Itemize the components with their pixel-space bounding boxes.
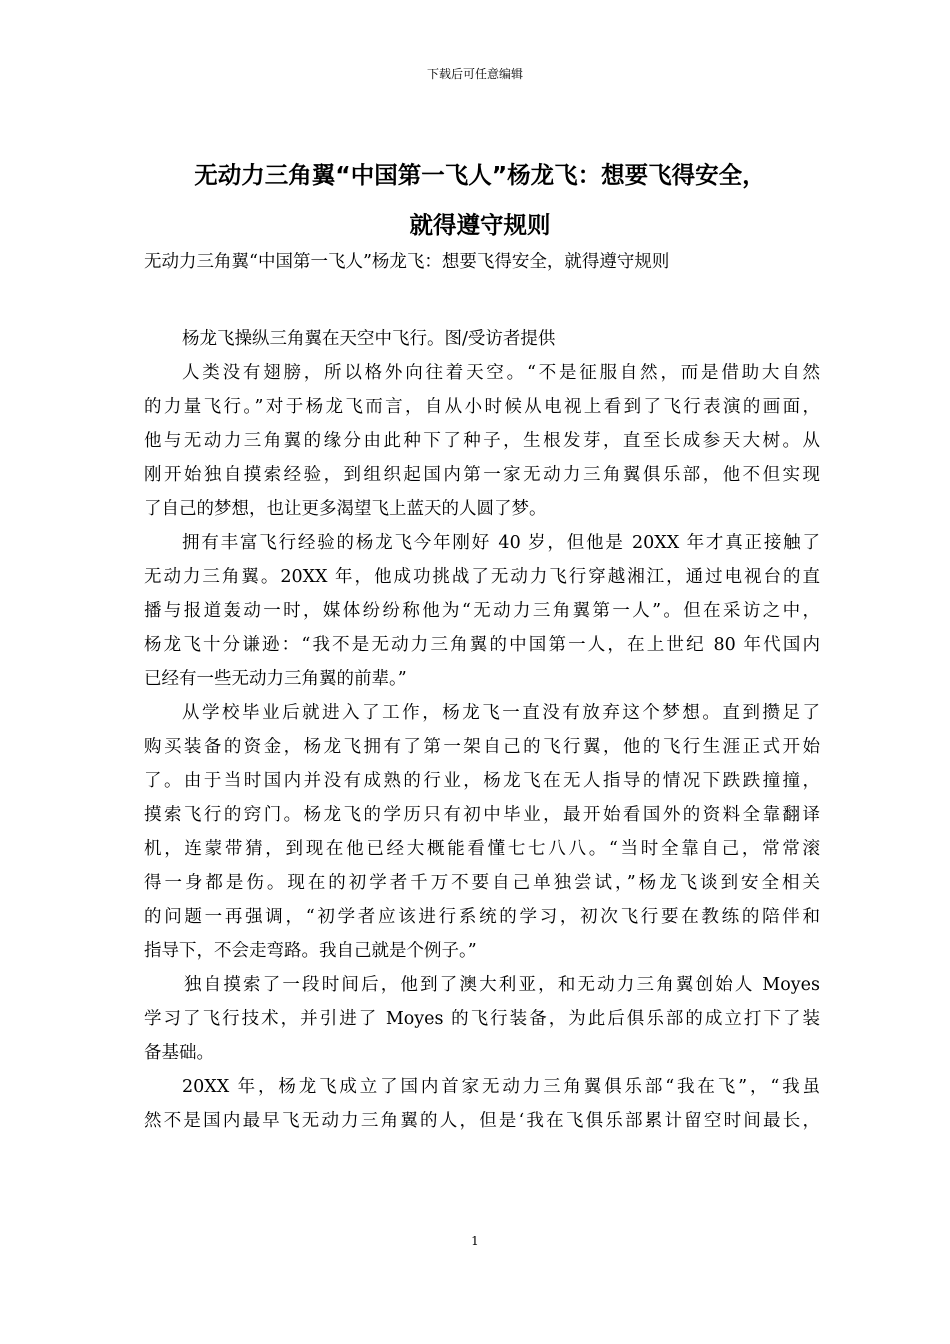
paragraph-line: 已经有一些无动力三角翼的前辈。” bbox=[144, 669, 407, 689]
paragraph-line: 得一身都是伤。现在的初学者千万不要自己单独尝试，”杨龙飞谈到安全相关 bbox=[144, 873, 820, 893]
paragraph-line: 杨龙飞十分谦逊：“我不是无动力三角翼的中国第一人，在上世纪 80 年代国内 bbox=[144, 635, 820, 655]
paragraph-line: 独自摸索了一段时间后，他到了澳大利亚，和无动力三角翼创始人 Moyes bbox=[184, 975, 820, 995]
paragraph-line: 摸索飞行的窍门。杨龙飞的学历只有初中毕业，最开始看国外的资料全靠翻译 bbox=[144, 805, 820, 825]
paragraph-line: 机，连蒙带猜，到现在他已经大概能看懂七七八八。“当时全靠自己，常常滚 bbox=[144, 839, 820, 859]
header-note: 下载后可任意编辑 bbox=[426, 67, 523, 81]
paragraph-line: 了。由于当时国内并没有成熟的行业，杨龙飞在无人指导的情况下跌跌撞撞， bbox=[144, 771, 820, 791]
paragraph-line: 拥有丰富飞行经验的杨龙飞今年刚好 40 岁，但他是 20XX 年才真正接触了 bbox=[182, 533, 820, 553]
paragraph-line: 了自己的梦想，也让更多渴望飞上蓝天的人圆了梦。 bbox=[144, 499, 547, 519]
paragraph-line: 无动力三角翼。20XX 年，他成功挑战了无动力飞行穿越湘江，通过电视台的直 bbox=[144, 567, 820, 587]
paragraph-line: 播与报道轰动一时，媒体纷纷称他为“无动力三角翼第一人”。但在采访之中， bbox=[144, 601, 820, 621]
page-number: 1 bbox=[471, 1234, 479, 1248]
document-subtitle: 无动力三角翼“中国第一飞人”杨龙飞：想要飞得安全，就得遵守规则 bbox=[144, 252, 670, 272]
paragraph-line: 学习了飞行技术，并引进了 Moyes 的飞行装备，为此后俱乐部的成立打下了装 bbox=[144, 1009, 820, 1029]
paragraph-line: 从学校毕业后就进入了工作，杨龙飞一直没有放弃这个梦想。直到攒足了 bbox=[182, 703, 820, 723]
title-line-2: 就得遵守规则 bbox=[409, 211, 551, 239]
paragraph-line: 购买装备的资金，杨龙飞拥有了第一架自己的飞行翼，他的飞行生涯正式开始 bbox=[144, 737, 820, 757]
title-line-1: 无动力三角翼“中国第一飞人”杨龙飞：想要飞得安全， bbox=[194, 161, 766, 189]
paragraph-line: 他与无动力三角翼的缘分由此种下了种子，生根发芽，直至长成参天大树。从 bbox=[144, 431, 820, 451]
paragraph-line: 20XX 年，杨龙飞成立了国内首家无动力三角翼俱乐部“我在飞”，“我虽 bbox=[182, 1077, 820, 1097]
paragraph-line: 备基础。 bbox=[144, 1043, 214, 1063]
paragraph-line: 指导下，不会走弯路。我自己就是个例子。” bbox=[144, 941, 477, 961]
paragraph-line: 的力量飞行。”对于杨龙飞而言，自从小时候从电视上看到了飞行表演的画面， bbox=[144, 397, 820, 417]
article-body bbox=[144, 322, 820, 1138]
paragraph-line: 人类没有翅膀，所以格外向往着天空。“不是征服自然，而是借助大自然 bbox=[182, 363, 820, 383]
paragraph-line: 的问题一再强调，“初学者应该进行系统的学习，初次飞行要在教练的陪伴和 bbox=[144, 907, 820, 927]
photo-caption: 杨龙飞操纵三角翼在天空中飞行。图/受访者提供 bbox=[182, 329, 556, 349]
document-title bbox=[140, 150, 820, 250]
paragraph-line: 刚开始独自摸索经验，到组织起国内第一家无动力三角翼俱乐部，他不但实现 bbox=[144, 465, 820, 485]
paragraph-line: 然不是国内最早飞无动力三角翼的人，但是‘我在飞俱乐部累计留空时间最长， bbox=[144, 1111, 820, 1131]
